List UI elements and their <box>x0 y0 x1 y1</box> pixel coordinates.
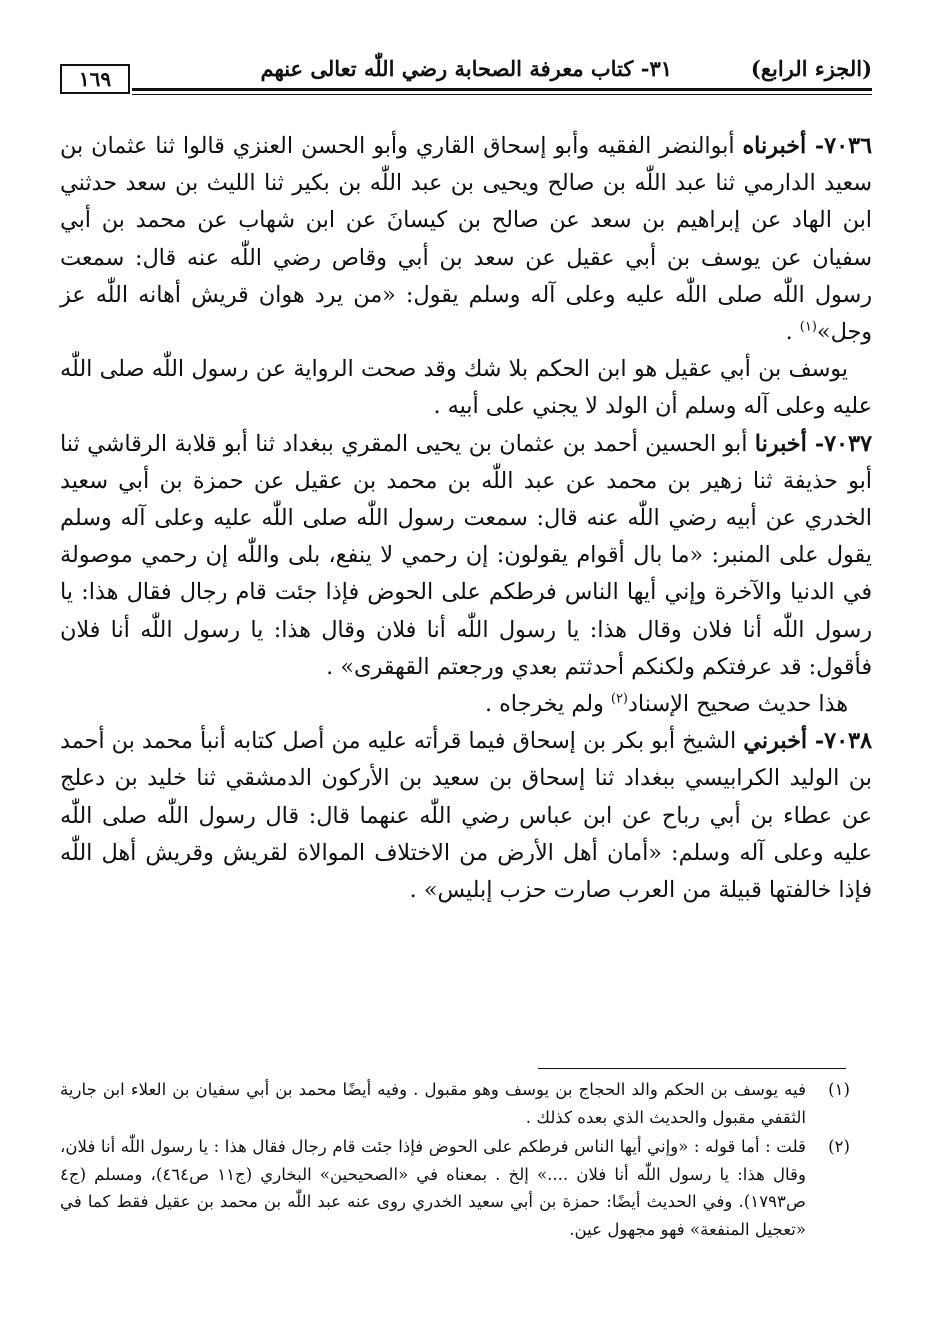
hadith-lead: - أخبرناه <box>742 133 825 159</box>
header-rule-thin <box>132 94 872 95</box>
footnote-text: فيه يوسف بن الحكم والد الحجاج بن يوسف وهو مقبول . وفيه أيضًا محمد بن أبي سفيان بن العلاء ابن جارية الثقفي مقبول والحديث الذي بعده كذلك . <box>60 1080 807 1127</box>
page-number-box <box>60 64 130 94</box>
footnote <box>60 1076 850 1131</box>
hadith-comment <box>60 351 872 425</box>
footnote-text: قلت : أما قوله : «وإني أيها الناس فرطكم على الحوض فإذا جئت قام رجال فقال هذا : يا رسول اللّٰه أنا فلان، وقال هذا: يا رسول اللّٰه أنا فلان ....» إلخ . بمعناه في «الصحيحين» البخاري (ج١١ ص٤٦٤)، ومسلم (ج٤ ص١٧٩٣). وفي الحديث أيضًا: حمزة بن أبي سعيد الخدري روى عنه عبد اللّٰه بن محمد بن عقيل فقط كما في «تعجيل المنفعة» فهو مجهول عين. <box>60 1137 807 1239</box>
hadith-number: ٧٠٣٨ <box>824 728 872 755</box>
footnote-number: (٢) <box>828 1137 850 1156</box>
page-number: ١٦٩ <box>78 67 112 91</box>
hadith-lead: - أخبرنا <box>754 430 825 457</box>
hadith-text: أبوالنضر الفقيه وأبو إسحاق القاري وأبو الحسن العنزي قالوا ثنا عثمان بن سعيد الدارمي ثنا عبد اللّٰه بن صالح ويحيى بن عبد اللّٰه بن بكير ثنا الليث بن سعد حدثني ابن الهاد عن إبراهيم بن سعد عن صالح بن كيسانَ عن ابن شهاب عن محمد بن أبي سفيان عن يوسف بن أبي عقيل عن سعد بن أبي وقاص رضي اللّٰه عنه قال: سمعت رسول اللّٰه صلى اللّٰه عليه وعلى آله وسلم يقول: «من يرد هوان قريش أهانه اللّٰه عز وجل» <box>60 133 872 346</box>
footnote-reference: (٢) <box>610 691 628 707</box>
hadith-paragraph <box>60 723 872 909</box>
hadith-lead: - أخبرني <box>743 728 825 755</box>
comment-text-end: ولم يخرجاه . <box>484 691 611 718</box>
volume-label: (الجزء الرابع) <box>750 56 872 81</box>
page-body <box>60 128 872 909</box>
footnote-reference: (١) <box>799 319 817 335</box>
hadith-paragraph <box>60 128 872 351</box>
footnote <box>60 1133 850 1243</box>
hadith-number: ٧٠٣٧ <box>824 430 872 457</box>
page-header <box>60 50 872 98</box>
footnotes <box>60 1076 850 1243</box>
header-rule-thick <box>132 88 872 91</box>
hadith-comment <box>60 686 872 723</box>
comment-text: يوسف بن أبي عقيل هو ابن الحكم بلا شك وقد صحت الرواية عن رسول اللّٰه صلى اللّٰه عليه وعلى آله وسلم أن الولد لا يجني على أبيه . <box>60 356 872 420</box>
hadith-text: أبو الحسين أحمد بن عثمان بن يحيى المقري ببغداد ثنا أبو قلابة الرقاشي ثنا أبو حذيفة ثنا زهير بن محمد عن عبد اللّٰه بن محمد بن عقيل عن حمزة بن أبي سعيد الخدري عن أبيه رضي اللّٰه عنه قال: سمعت رسول اللّٰه صلى اللّٰه عليه وعلى آله وسلم يقول على المنبر: «ما بال أقوام يقولون: إن رحمي لا ينفع، بلى واللّٰه إن رحمي موصولة في الدنيا والآخرة وإني أيها الناس فرطكم على الحوض فإذا جئت قام رجال فقال هذا: يا رسول اللّٰه أنا فلان وقال هذا: يا رسول اللّٰه أنا فلان وقال هذا: يا رسول اللّٰه أنا فلان فأقول: قد عرفتكم ولكنكم أحدثتم بعدي ورجعتم القهقرى» . <box>60 430 872 680</box>
footnote-separator <box>538 1068 846 1069</box>
hadith-number: ٧٠٣٦ <box>824 133 872 159</box>
footnote-number: (١) <box>828 1080 850 1099</box>
comment-text: هذا حديث صحيح الإسناد <box>628 691 848 718</box>
hadith-text: الشيخ أبو بكر بن إسحاق فيما قرأته عليه من أصل كتابه أنبأ محمد بن أحمد بن الوليد الكرابيسي ببغداد ثنا إسحاق بن سعيد بن الأركون الدمشقي ثنا خليد بن دعلج عن عطاء بن أبي رباح عن ابن عباس رضي اللّٰه عنهما قال: قال رسول اللّٰه صلى اللّٰه عليه وعلى آله وسلم: «أمان أهل الأرض من الاختلاف الموالاة لقريش وقريش أهل اللّٰه فإذا خالفتها قبيلة من العرب صارت حزب إبليس» . <box>60 728 872 904</box>
hadith-paragraph <box>60 426 872 686</box>
chapter-title: ٣١- كتاب معرفة الصحابة رضي اللّٰه تعالى عنهم <box>260 56 672 81</box>
hadith-text-end: . <box>785 319 800 346</box>
